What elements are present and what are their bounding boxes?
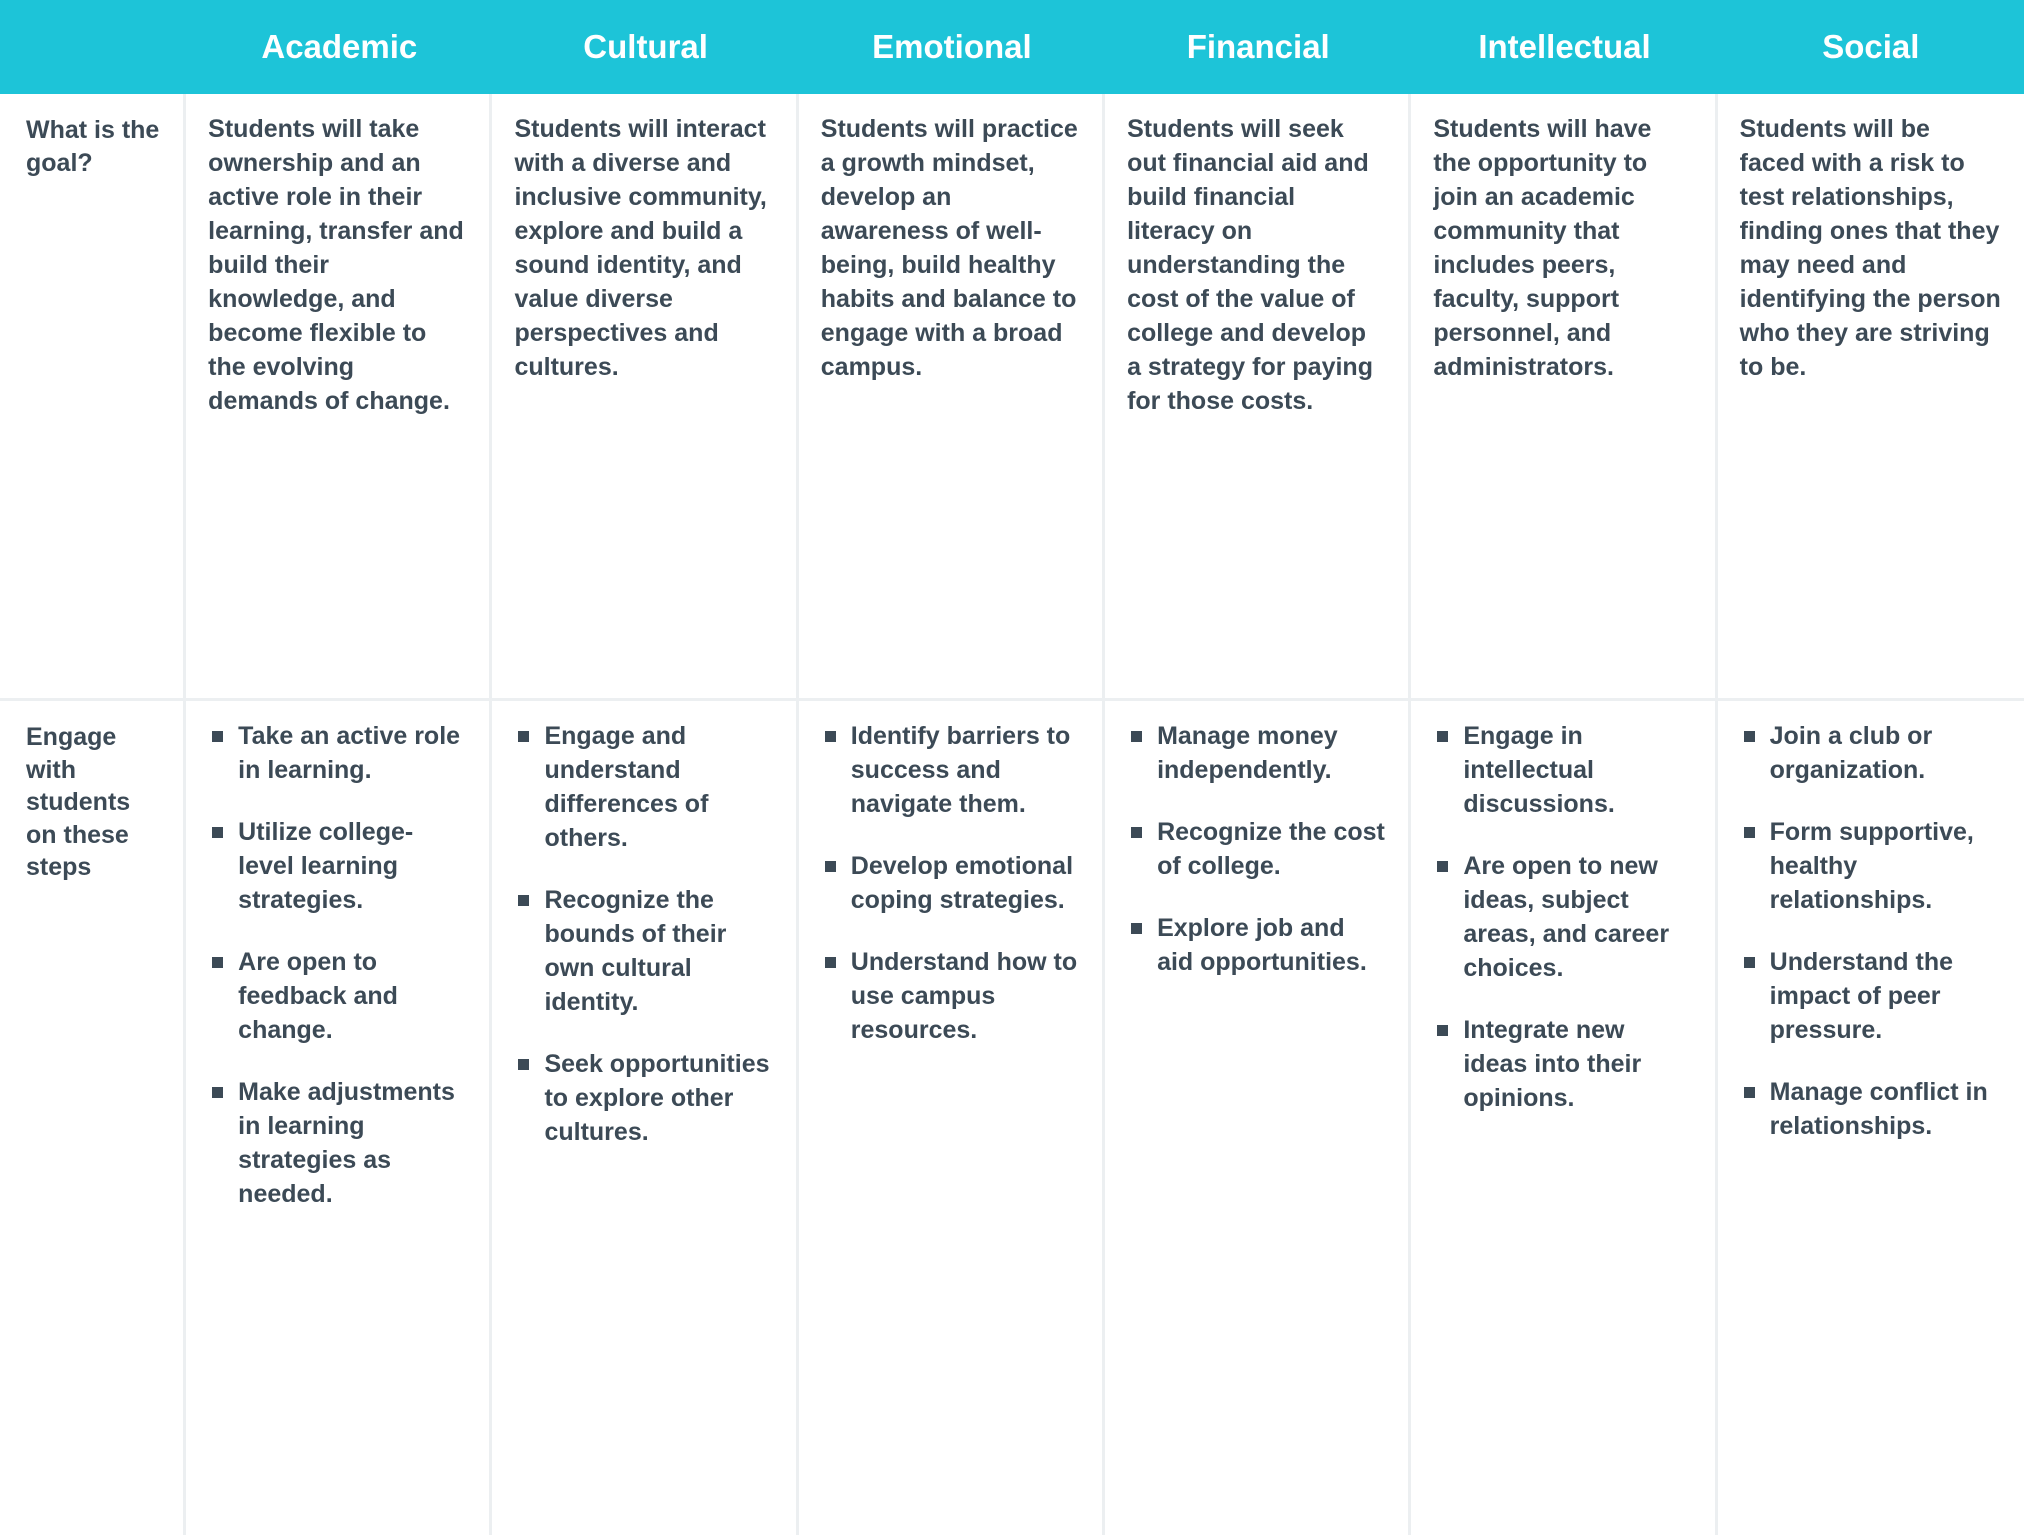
- cell-paragraph: Students will take ownership and an active role in their learning, transfer and build their knowledge, and become flexible to the evolving demands of change.: [208, 115, 464, 415]
- cell-paragraph: Students will seek out financial aid and build financial literacy on understanding the cost of the value of college and develop a strategy for paying for those costs.: [1127, 115, 1373, 415]
- cell-outcomes-cultural: [492, 94, 798, 701]
- cell-actions-social: [1718, 701, 2024, 1535]
- cell-paragraph: Students will be faced with a risk to test relationships, finding ones that they may need and identifying the person who they are striving to be.: [1739, 115, 2001, 381]
- cell-actions-cultural: [492, 701, 798, 1535]
- row-header-label: What is the goal?: [26, 116, 160, 177]
- row-header-outcomes: [0, 94, 186, 701]
- table-row: [0, 701, 2024, 1535]
- list-item: Engage in intellectual discussions.: [1459, 719, 1692, 821]
- table-row: [0, 94, 2024, 701]
- list-item: Manage conflict in relationships.: [1766, 1075, 2002, 1143]
- list-item: Identify barriers to success and navigate them.: [847, 719, 1080, 821]
- list-item: Seek opportunities to explore other cultures.: [540, 1047, 773, 1149]
- column-header-social: Social: [1718, 0, 2024, 94]
- column-header-financial: Financial: [1105, 0, 1411, 94]
- list-item: Are open to feedback and change.: [234, 945, 467, 1047]
- bullet-list: [1740, 719, 2002, 1143]
- list-item: Utilize college-level learning strategies.: [234, 815, 467, 917]
- header-row: [0, 0, 2024, 94]
- bullet-list: [1433, 719, 1692, 1115]
- cell-outcomes-social: [1718, 94, 2024, 701]
- bullet-list: [208, 719, 467, 1211]
- list-item: Understand the impact of peer pressure.: [1766, 945, 2002, 1047]
- list-item: Manage money independently.: [1153, 719, 1386, 787]
- cell-outcomes-financial: [1105, 94, 1411, 701]
- bullet-list: [1127, 719, 1386, 979]
- cell-outcomes-emotional: [799, 94, 1105, 701]
- corner-cell: [0, 0, 186, 94]
- bullet-list: [514, 719, 773, 1149]
- row-header-label: Engage with students on these steps: [26, 723, 131, 881]
- list-item: Take an active role in learning.: [234, 719, 467, 787]
- list-item: Integrate new ideas into their opinions.: [1459, 1013, 1692, 1115]
- cell-outcomes-academic: [186, 94, 492, 701]
- list-item: Form supportive, healthy relationships.: [1766, 815, 2002, 917]
- cell-paragraph: Students will interact with a diverse and inclusive community, explore and build a sound identity, and value diverse perspectives and cultures.: [514, 115, 767, 381]
- list-item: Explore job and aid opportunities.: [1153, 911, 1386, 979]
- bullet-list: [821, 719, 1080, 1047]
- list-item: Engage and understand differences of others.: [540, 719, 773, 855]
- list-item: Are open to new ideas, subject areas, and career choices.: [1459, 849, 1692, 985]
- cell-actions-emotional: [799, 701, 1105, 1535]
- cell-actions-academic: [186, 701, 492, 1535]
- cell-actions-financial: [1105, 701, 1411, 1535]
- list-item: Recognize the bounds of their own cultural identity.: [540, 883, 773, 1019]
- list-item: Join a club or organization.: [1766, 719, 2002, 787]
- list-item: Understand how to use campus resources.: [847, 945, 1080, 1047]
- cell-outcomes-intellectual: [1411, 94, 1717, 701]
- cell-actions-intellectual: [1411, 701, 1717, 1535]
- row-header-actions: [0, 701, 186, 1535]
- column-header-intellectual: Intellectual: [1411, 0, 1717, 94]
- column-header-cultural: Cultural: [492, 0, 798, 94]
- list-item: Develop emotional coping strategies.: [847, 849, 1080, 917]
- matrix-header: [0, 0, 2024, 94]
- list-item: Make adjustments in learning strategies as needed.: [234, 1075, 467, 1211]
- column-header-academic: Academic: [186, 0, 492, 94]
- column-header-emotional: Emotional: [799, 0, 1105, 94]
- matrix-body: [0, 94, 2024, 1535]
- list-item: Recognize the cost of college.: [1153, 815, 1386, 883]
- cell-paragraph: Students will have the opportunity to join an academic community that includes peers, faculty, support personnel, and administrators.: [1433, 115, 1652, 381]
- cell-paragraph: Students will practice a growth mindset, develop an awareness of well-being, build healthy habits and balance to engage with a broad campus.: [820, 115, 1078, 381]
